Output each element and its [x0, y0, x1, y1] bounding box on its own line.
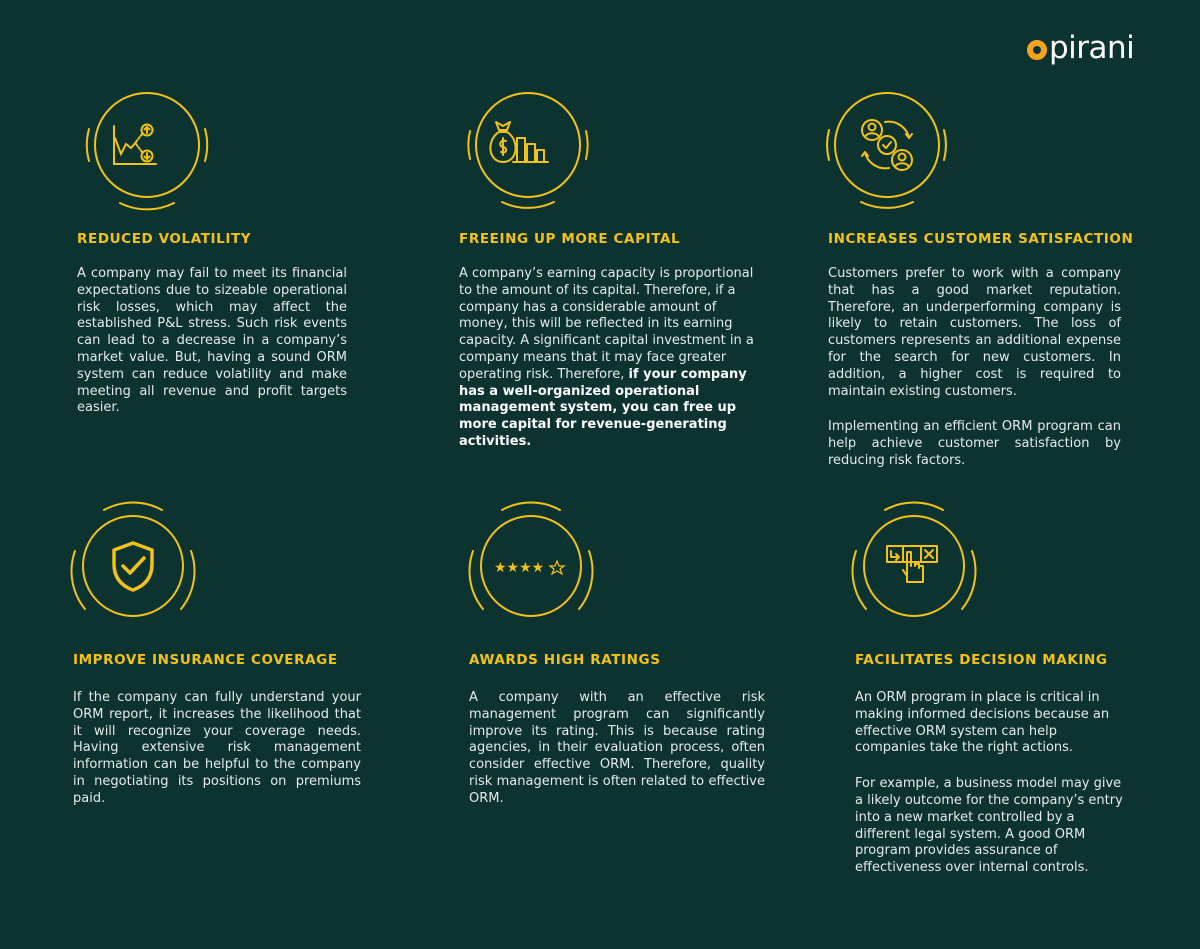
star-rating-icon [467, 506, 607, 646]
volatility-chart-icon [76, 86, 216, 226]
benefit-paragraph [459, 266, 757, 451]
benefit-body-freeing-up-capital [459, 266, 757, 451]
logo-mark [1027, 40, 1047, 60]
benefit-title-insurance-coverage: IMPROVE INSURANCE COVERAGE [73, 652, 338, 668]
customer-satisfaction-icon [827, 86, 967, 226]
benefit-paragraph: For example, a business model may give a likely outcome for the company’s entry into a new market controlled by a different legal system. A good ORM program provides assurance of effectiveness over internal controls. [855, 776, 1123, 876]
benefit-body-customer-satisfaction [828, 266, 1121, 470]
pirani-logo [1027, 28, 1134, 68]
benefit-body-high-ratings [469, 690, 765, 808]
benefit-title-reduced-volatility: REDUCED VOLATILITY [77, 231, 252, 247]
logo-text: pirani [1049, 30, 1135, 66]
benefit-title-customer-satisfaction: INCREASES CUSTOMER SATISFACTION [828, 231, 1134, 247]
benefit-paragraph-highlight: if your company has a well-organized operational management system, you can free up more capital for revenue-generating activities. [459, 366, 747, 449]
benefit-paragraph: A company may fail to meet its financial expectations due to sizeable operational risk losses, which may affect the established P&L stress. Such risk events can lead to a decrease in a company’s market value. But, having a sound ORM system can reduce volatility and make meeting all revenue and profit targets easier. [77, 266, 347, 416]
benefit-paragraph-text: A company’s earning capacity is proportional to the amount of its capital. Therefore, if a company has a considerable amount of money, this will be reflected in its earning capacity. A significant capital investment in a company means that it may face greater operating risk. Therefore, [459, 266, 754, 382]
benefit-title-freeing-up-capital: FREEING UP MORE CAPITAL [459, 231, 681, 247]
benefit-body-decision-making [855, 690, 1123, 877]
benefit-body-reduced-volatility [77, 266, 347, 417]
benefit-body-insurance-coverage [73, 690, 361, 808]
benefit-paragraph: An ORM program in place is critical in making informed decisions because an effective ORM system can help companies take the right actions. [855, 690, 1110, 756]
benefit-title-decision-making: FACILITATES DECISION MAKING [855, 652, 1108, 668]
benefit-paragraph: If the company can fully understand your ORM report, it increases the likelihood that it will recognize your coverage needs. Having extensive risk management information can be helpful to the company in negotiating its positions on premiums paid. [73, 690, 361, 806]
benefit-paragraph: Implementing an efficient ORM program can help achieve customer satisfaction by reducing risk factors. [828, 419, 1121, 468]
decision-click-icon [853, 506, 993, 646]
benefit-title-high-ratings: AWARDS HIGH RATINGS [469, 652, 661, 668]
money-bag-chart-icon [458, 86, 598, 226]
benefit-paragraph: A company with an effective risk management program can significantly improve its rating. This is because rating agencies, in their evaluation process, often consider effective ORM. Therefore, quality risk management is often related to effective ORM. [469, 690, 765, 806]
benefit-paragraph: Customers prefer to work with a company that has a good market reputation. Therefore, an underperforming company is likely to retain customers. The loss of customers represents an additional expense for the search for new customers. In addition, a higher cost is required to maintain existing customers. [828, 266, 1121, 399]
svg-text:★★★★: ★★★★ [494, 560, 545, 576]
shield-check-icon [72, 506, 212, 646]
